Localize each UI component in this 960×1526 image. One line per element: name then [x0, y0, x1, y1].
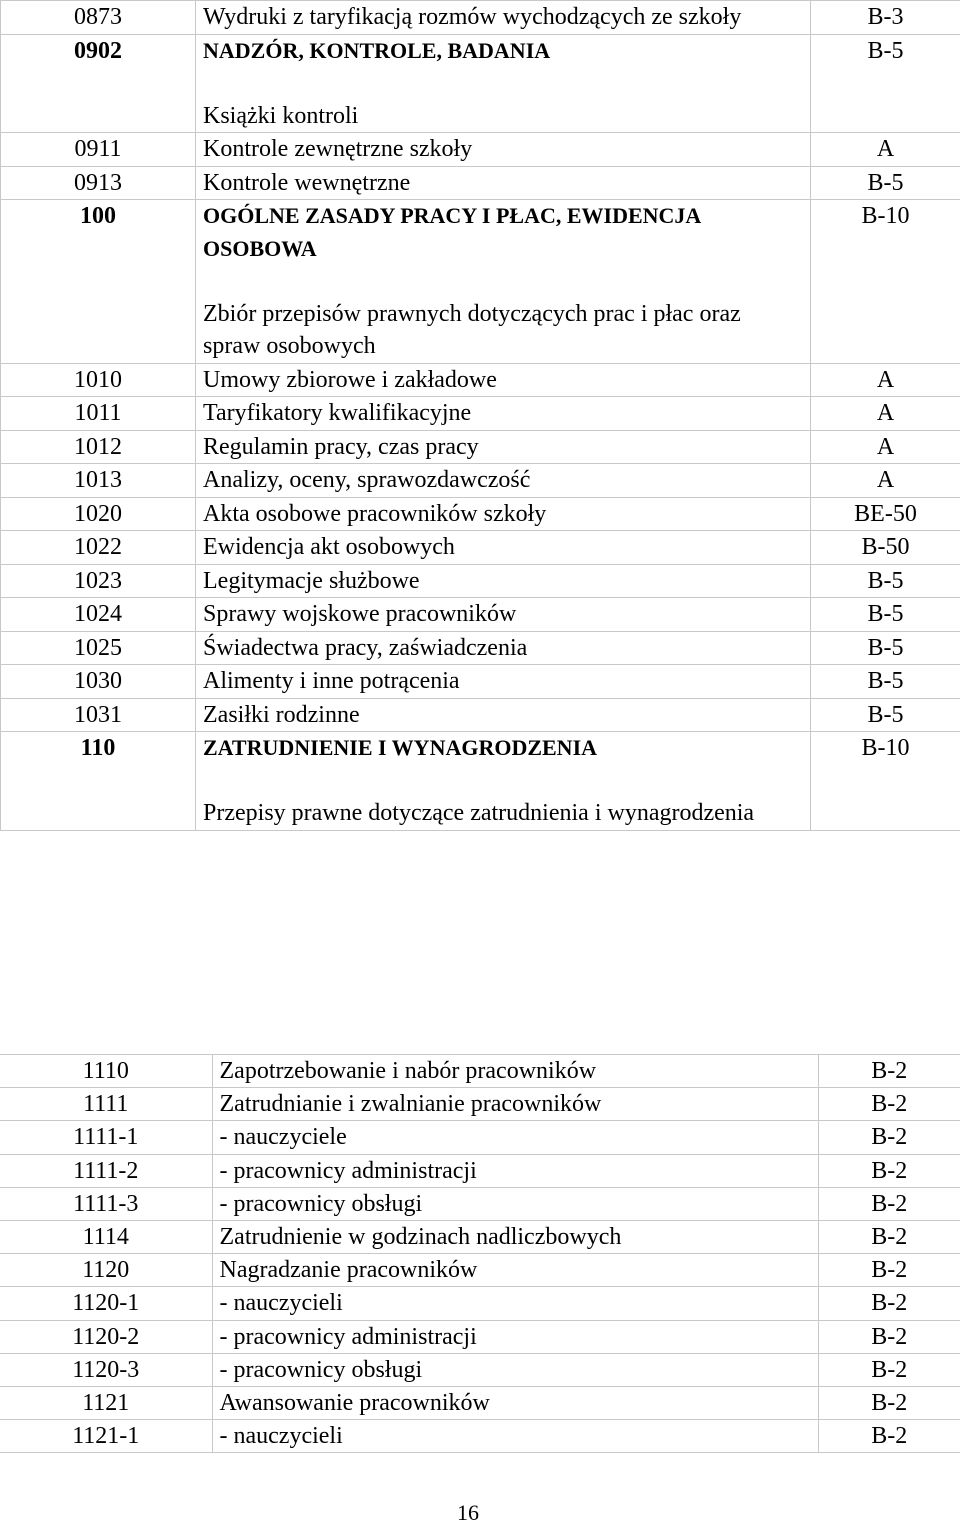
record-code: 1111: [0, 1088, 212, 1121]
table-row: [1, 200, 960, 364]
record-title: Umowy zbiorowe i zakładowe: [203, 367, 497, 393]
record-description: [196, 133, 811, 167]
record-code: 1120-2: [0, 1320, 212, 1353]
record-description: - nauczycieli: [212, 1287, 818, 1320]
record-category: B-2: [818, 1287, 960, 1320]
record-category: B-10: [811, 200, 960, 364]
record-subtitle: Książki kontroli: [203, 100, 804, 133]
record-description: Zatrudnianie i zwalnianie pracowników: [212, 1088, 818, 1121]
record-description: [196, 363, 811, 397]
record-code: 1030: [1, 665, 196, 699]
record-code: 1023: [1, 564, 196, 598]
record-category: B-2: [818, 1387, 960, 1420]
record-code: 1020: [1, 497, 196, 531]
record-code: 1121: [0, 1387, 212, 1420]
table-row: [1, 497, 960, 531]
record-description: - pracownicy administracji: [212, 1154, 818, 1187]
table-row: [0, 1320, 960, 1353]
record-code: 1025: [1, 631, 196, 665]
record-description: [196, 531, 811, 565]
record-code: 1011: [1, 397, 196, 431]
table-row: [0, 1420, 960, 1453]
record-code: 0873: [1, 1, 196, 35]
record-category: B-2: [818, 1088, 960, 1121]
record-title: Kontrole zewnętrzne szkoły: [203, 136, 472, 162]
record-category: A: [811, 464, 960, 498]
record-description: [196, 464, 811, 498]
record-description: - nauczycieli: [212, 1420, 818, 1453]
record-category: B-2: [818, 1353, 960, 1386]
record-description: - nauczyciele: [212, 1121, 818, 1154]
record-category: B-2: [818, 1254, 960, 1287]
record-title: NADZÓR, KONTROLE, BADANIA: [203, 38, 550, 63]
record-code: 110: [1, 732, 196, 831]
table-row: [0, 1221, 960, 1254]
table-row: [1, 732, 960, 831]
record-code: 1120-1: [0, 1287, 212, 1320]
table-row: [1, 631, 960, 665]
table-row: [1, 363, 960, 397]
record-description: [196, 397, 811, 431]
record-subtitle: Przepisy prawne dotyczące zatrudnienia i wynagrodzenia: [203, 797, 804, 830]
record-title: Analizy, oceny, sprawozdawczość: [203, 467, 530, 493]
record-code: 1111-2: [0, 1154, 212, 1187]
record-title: Legitymacje służbowe: [203, 568, 420, 594]
record-title: Regulamin pracy, czas pracy: [203, 434, 479, 460]
record-description: - pracownicy obsługi: [212, 1353, 818, 1386]
table-row: [0, 1287, 960, 1320]
record-title: Wydruki z taryfikacją rozmów wychodzących ze szkoły: [203, 4, 741, 30]
record-description: [196, 430, 811, 464]
record-title: Zasiłki rodzinne: [203, 702, 360, 728]
record-category: A: [811, 133, 960, 167]
record-title: Kontrole wewnętrzne: [203, 170, 410, 196]
table-row: [0, 1088, 960, 1121]
table-row: [0, 1187, 960, 1220]
table-row: [1, 34, 960, 133]
record-code: 1013: [1, 464, 196, 498]
record-code: 1120: [0, 1254, 212, 1287]
record-category: B-10: [811, 732, 960, 831]
record-category: B-2: [818, 1121, 960, 1154]
record-code: 0911: [1, 133, 196, 167]
record-category: B-2: [818, 1320, 960, 1353]
record-description: [196, 34, 811, 133]
record-category: B-5: [811, 166, 960, 200]
table-row: [1, 133, 960, 167]
record-title: Akta osobowe pracowników szkoły: [203, 501, 546, 527]
record-description: [196, 698, 811, 732]
table-row: [0, 1121, 960, 1154]
record-title: Sprawy wojskowe pracowników: [203, 601, 516, 627]
record-description: [196, 631, 811, 665]
record-description: Nagradzanie pracowników: [212, 1254, 818, 1287]
record-description: [196, 598, 811, 632]
record-description: Zatrudnienie w godzinach nadliczbowych: [212, 1221, 818, 1254]
record-description: [196, 732, 811, 831]
record-description: [196, 200, 811, 364]
record-category: B-5: [811, 698, 960, 732]
record-code: 1024: [1, 598, 196, 632]
record-category: B-2: [818, 1420, 960, 1453]
record-category: B-5: [811, 598, 960, 632]
record-code: 0913: [1, 166, 196, 200]
record-description: - pracownicy administracji: [212, 1320, 818, 1353]
record-title: Taryfikatory kwalifikacyjne: [203, 400, 471, 426]
page-number: 16: [0, 1500, 936, 1526]
table-row: [1, 531, 960, 565]
record-category: B-5: [811, 631, 960, 665]
table-row: [1, 464, 960, 498]
record-category: B-5: [811, 34, 960, 133]
record-title: Świadectwa pracy, zaświadczenia: [203, 635, 527, 661]
record-code: 1120-3: [0, 1353, 212, 1386]
table-row: [1, 430, 960, 464]
table-row: [0, 1254, 960, 1287]
table-row: [0, 1387, 960, 1420]
record-description: [196, 1, 811, 35]
record-category: BE-50: [811, 497, 960, 531]
record-description: - pracownicy obsługi: [212, 1187, 818, 1220]
record-title: Ewidencja akt osobowych: [203, 534, 455, 560]
record-category: A: [811, 430, 960, 464]
records-table-lower-body: [0, 1055, 960, 1453]
table-row: [1, 1, 960, 35]
record-code: 100: [1, 200, 196, 364]
record-code: 1111-3: [0, 1187, 212, 1220]
record-description: [196, 166, 811, 200]
record-code: 0902: [1, 34, 196, 133]
record-code: 1031: [1, 698, 196, 732]
record-category: B-5: [811, 564, 960, 598]
table-row: [0, 1055, 960, 1088]
record-category: B-2: [818, 1055, 960, 1088]
record-code: 1110: [0, 1055, 212, 1088]
table-row: [1, 397, 960, 431]
record-code: 1114: [0, 1221, 212, 1254]
record-category: B-2: [818, 1187, 960, 1220]
records-table-lower: [0, 1054, 960, 1453]
record-description: [196, 564, 811, 598]
record-title: OGÓLNE ZASADY PRACY I PŁAC, EWIDENCJA OSOBOWA: [203, 203, 700, 261]
record-title: Alimenty i inne potrącenia: [203, 668, 460, 694]
record-code: 1121-1: [0, 1420, 212, 1453]
record-category: B-2: [818, 1154, 960, 1187]
table-row: [1, 698, 960, 732]
table-row: [0, 1353, 960, 1386]
table-row: [1, 665, 960, 699]
record-title: ZATRUDNIENIE I WYNAGRODZENIA: [203, 735, 597, 760]
record-code: 1012: [1, 430, 196, 464]
record-description: Awansowanie pracowników: [212, 1387, 818, 1420]
record-category: B-50: [811, 531, 960, 565]
table-row: [1, 564, 960, 598]
record-code: 1111-1: [0, 1121, 212, 1154]
record-category: B-2: [818, 1221, 960, 1254]
record-category: A: [811, 363, 960, 397]
table-row: [1, 166, 960, 200]
record-category: B-3: [811, 1, 960, 35]
record-code: 1022: [1, 531, 196, 565]
table-row: [1, 598, 960, 632]
table-row: [0, 1154, 960, 1187]
records-table-upper-body: [1, 1, 960, 831]
record-category: A: [811, 397, 960, 431]
record-code: 1010: [1, 363, 196, 397]
record-description: Zapotrzebowanie i nabór pracowników: [212, 1055, 818, 1088]
record-description: [196, 665, 811, 699]
record-description: [196, 497, 811, 531]
record-category: B-5: [811, 665, 960, 699]
record-subtitle: Zbiór przepisów prawnych dotyczących prac i płac oraz spraw osobowych: [203, 298, 804, 363]
